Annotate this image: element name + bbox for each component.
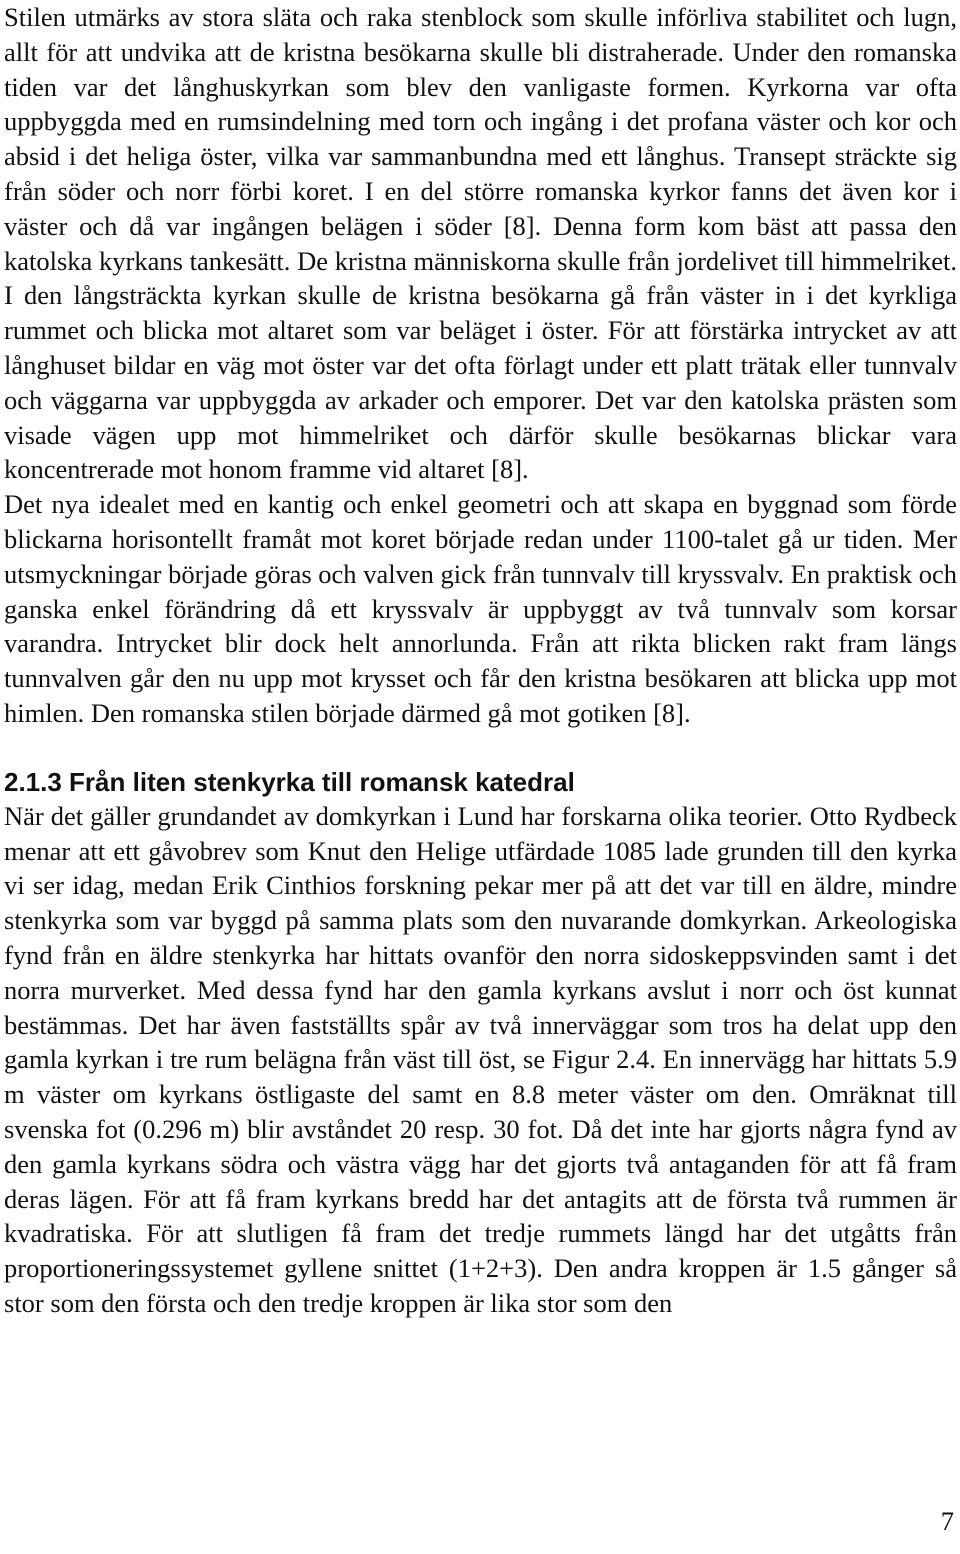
section-spacer	[4, 731, 957, 765]
body-paragraph: Det nya idealet med en kantig och enkel geometri och att skapa en byggnad som förde blickarna horisontellt framåt mot koret började redan under 1100-talet gå ur tiden. Mer utsmyckningar började göras och valven gick från tunnvalv till kryssvalv. En praktisk och ganska enkel förändring då ett kryssvalv är uppbyggt av två tunnvalv som korsar varandra. Intrycket blir dock helt annorlunda. Från att rikta blicken rakt fram längs tunnvalven går den nu upp mot krysset och får den kristna besökaren att blicka upp mot himlen. Den romanska stilen började därmed gå mot gotiken [8].	[4, 489, 957, 728]
page-number: 7	[940, 1506, 954, 1536]
body-paragraph: Stilen utmärks av stora släta och raka stenblock som skulle införliva stabilitet och lugn, allt för att undvika att de kristna besökarna skulle bli distraherade. Under den romanska tiden var det långhuskyrkan som blev den vanligaste formen. Kyrkorna var ofta uppbyggda med en rumsindelning med torn och ingång i det profana väster och kor och absid i det heliga öster, vilka var sammanbundna med ett långhus. Transept sträckte sig från söder och norr förbi koret. I en del större romanska kyrkor fanns det även kor i väster och då var ingången belägen i söder [8]. Denna form kom bäst att passa den katolska kyrkans tankesätt. De kristna människorna skulle från jordelivet till himmelriket. I den långsträckta kyrkan skulle de kristna besökarna gå från väster in i det kyrkliga rummet och blicka mot altaret som var beläget i öster. För att förstärka intrycket av att långhuset bildar en väg mot öster var det ofta förlagt under ett platt trätak eller tunnvalv och väggarna var uppbyggda av arkader och emporer. Det var den katolska prästen som visade vägen upp mot himmelriket och därför skulle besökarnas blickar vara koncentrerade mot honom framme vid altaret [8].	[4, 2, 957, 485]
body-paragraph: När det gäller grundandet av domkyrkan i Lund har forskarna olika teorier. Otto Rydbeck menar att ett gåvobrev som Knut den Helige utfärdade 1085 lade grunden till den kyrka vi ser idag, medan Erik Cinthios forskning pekar mer på att det var till en äldre, mindre stenkyrka som var byggd på samma plats som den nuvarande domkyrkan. Arkeologiska fynd från en äldre stenkyrka har hittats ovanför den norra sidoskeppsvinden samt i det norra murverket. Med dessa fynd har den gamla kyrkans avslut i norr och öst kunnat bestämmas. Det har även fastställts spår av två innerväggar som tros ha delat upp den gamla kyrkan i tre rum belägna från väst till öst, se Figur 2.4. En innervägg har hittats 5.9 m väster om kyrkans östligaste del samt en 8.8 meter väster om den. Omräknat till svenska fot (0.296 m) blir avståndet 20 resp. 30 fot. Då det inte har gjorts några fynd av den gamla kyrkans södra och västra vägg har det gjorts två antaganden för att få fram deras lägen. För att få fram kyrkans bredd har det antagits att de första två rummen är kvadratiska. För att slutligen få fram det tredje rummets längd har det utgåtts från proportioneringssystemet gyllene snittet (1+2+3). Den andra kroppen är 1.5 gånger så stor som den första och den tredje kroppen är lika stor som den	[4, 800, 957, 1318]
document-page	[4, 0, 957, 1321]
section-heading: 2.1.3 Från liten stenkyrka till romansk katedral	[4, 766, 575, 797]
